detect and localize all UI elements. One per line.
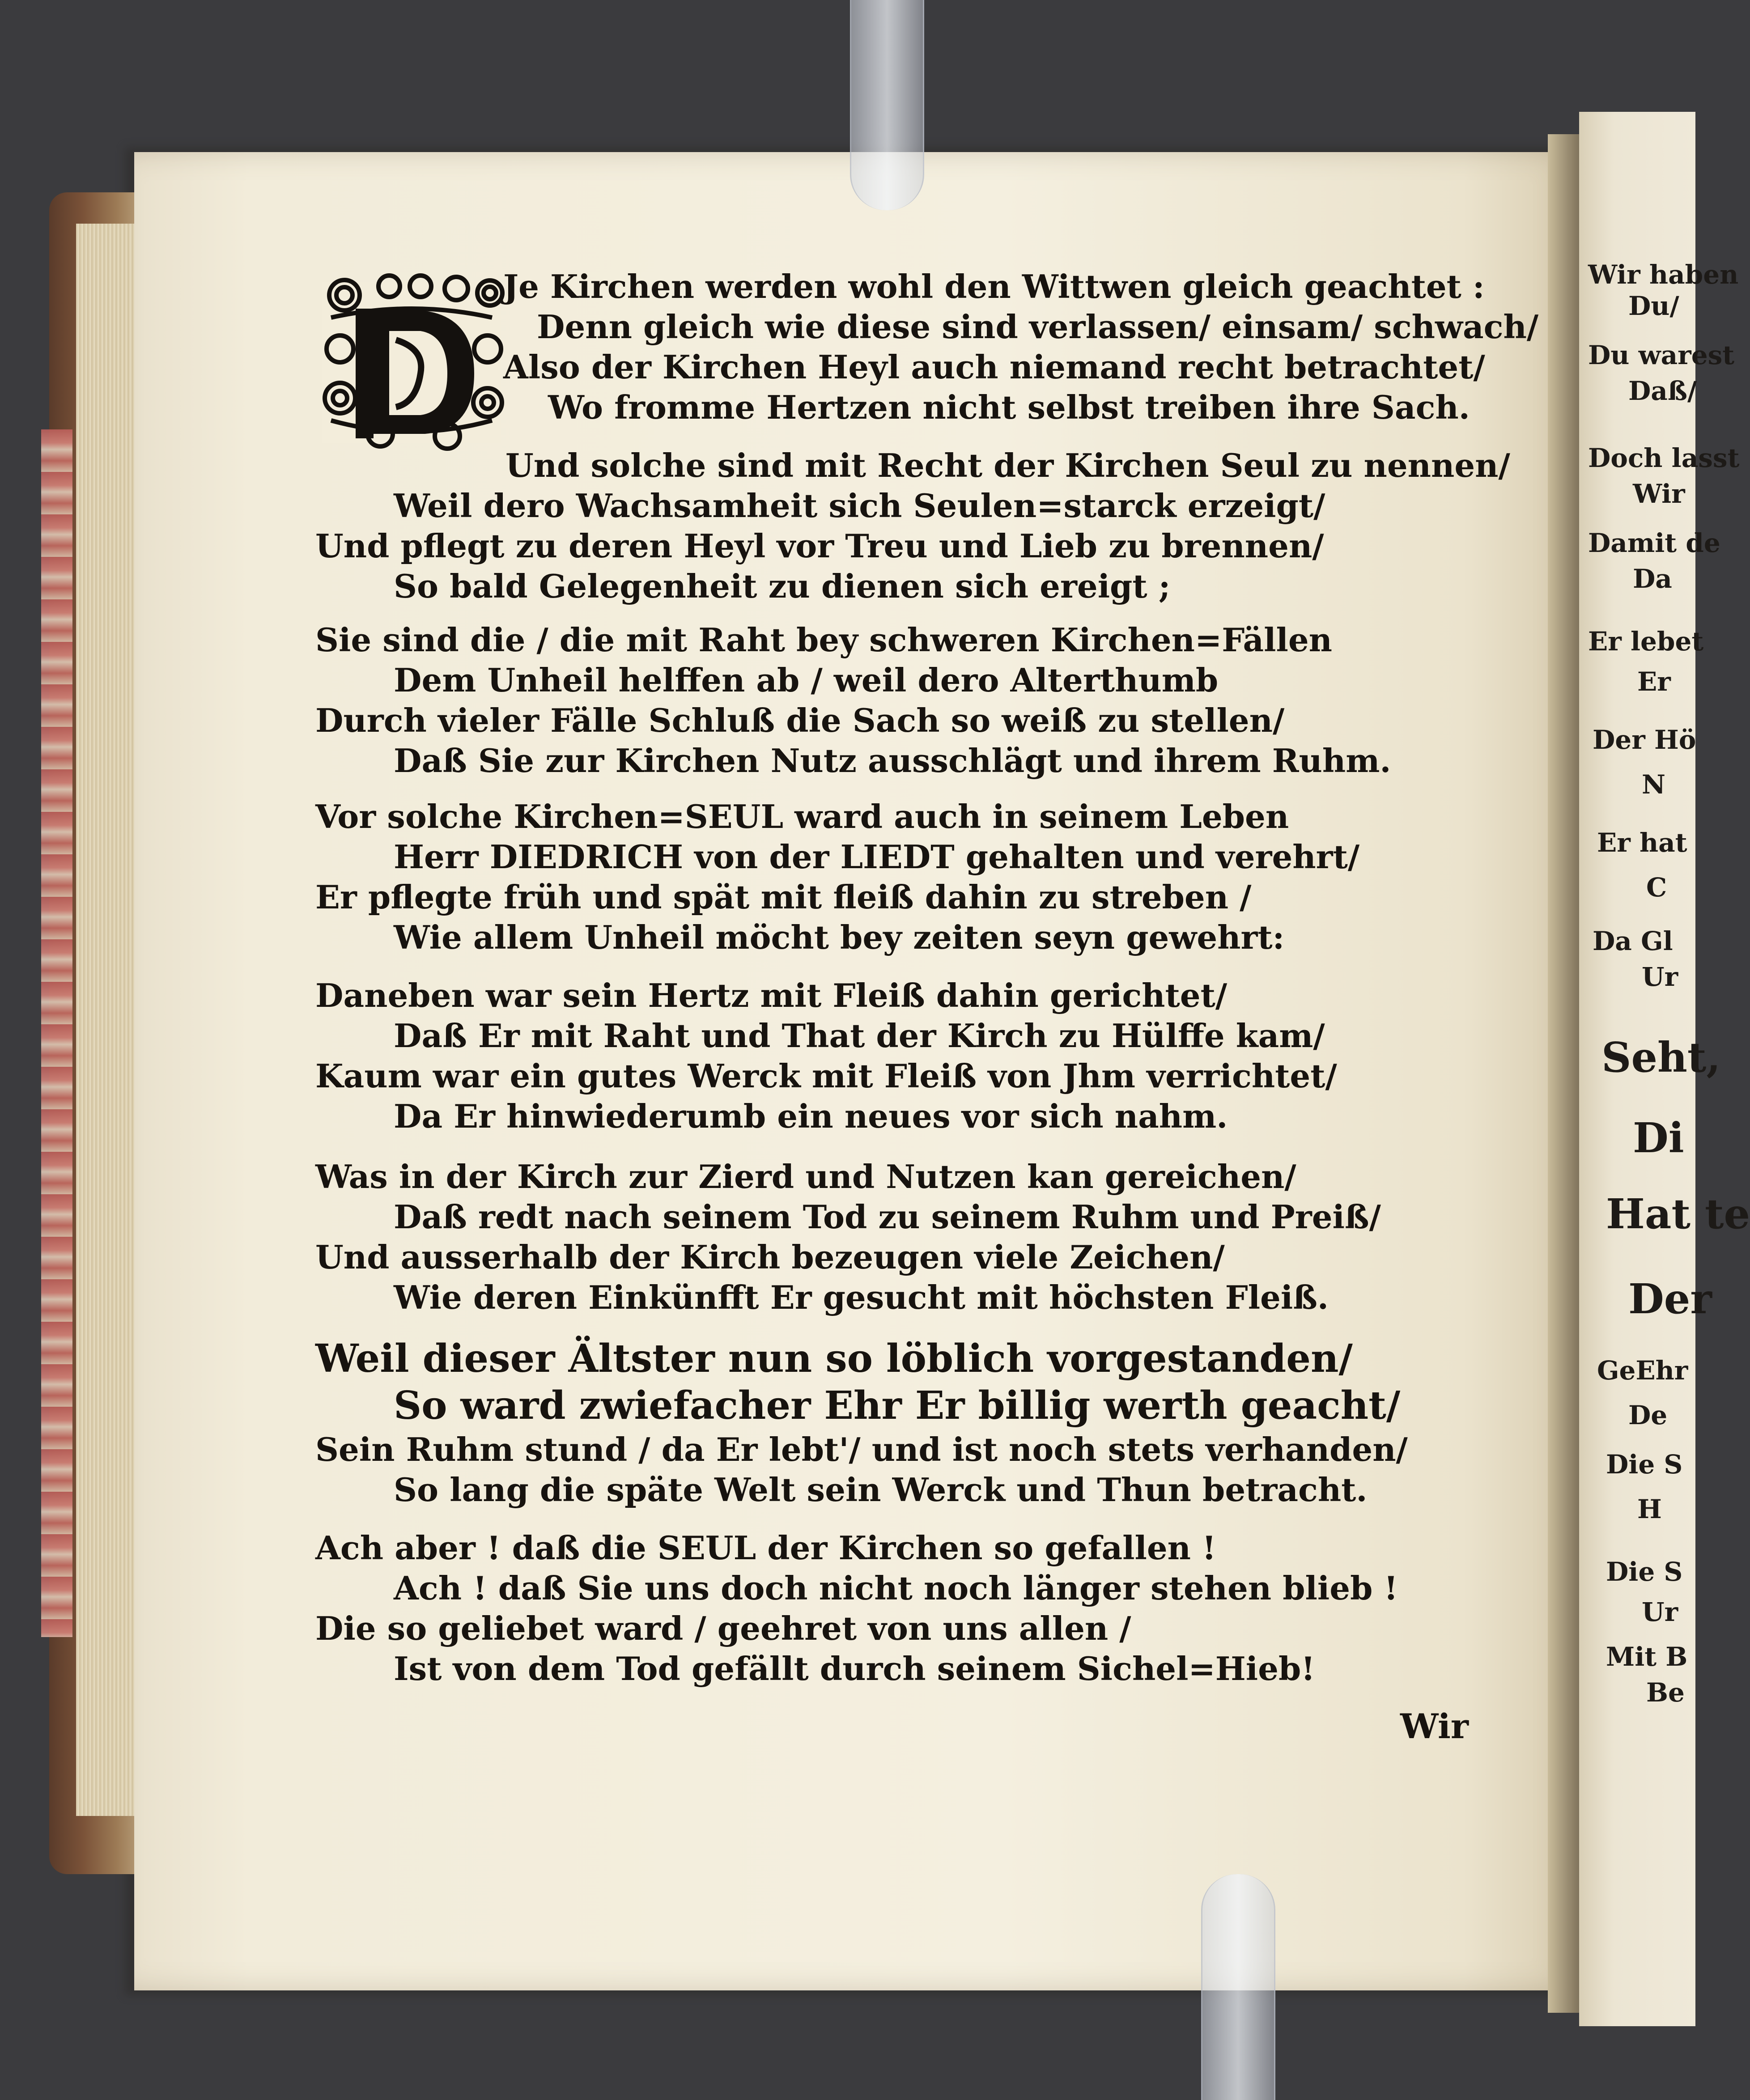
facing-page-fragment: Be [1646, 1677, 1685, 1708]
top-page-clip [850, 0, 924, 210]
facing-page-fragment: Seht, [1601, 1033, 1721, 1082]
bottom-page-clip [1201, 1874, 1275, 2100]
stanza-6-line-3: Und ausserhalb der Kirch bezeugen viele Zeichen/ [315, 1238, 1225, 1276]
facing-page-fragment: Du warest [1588, 340, 1735, 370]
facing-page-fragment: Du/ [1628, 291, 1679, 321]
facing-page-fragment: Der [1628, 1275, 1712, 1323]
stanza-8-line-1: Ach aber ! daß die SEUL der Kirchen so gefallen ! [315, 1529, 1216, 1567]
drop-cap-d-ornament [313, 268, 510, 456]
facing-page-fragment: Er [1637, 666, 1671, 697]
facing-page-fragment: Daß/ [1628, 376, 1697, 406]
stanza-1-line-4: Wo fromme Hertzen nicht selbst treiben ihre Sach. [548, 388, 1470, 426]
facing-page-fragment: Di [1633, 1114, 1684, 1162]
catchword: Wir [1400, 1706, 1469, 1746]
stanza-5-line-4: Da Er hinwiederumb ein neues vor sich nahm. [394, 1097, 1228, 1135]
drop-cap-letter: D [313, 268, 314, 269]
stanza-3-line-3: Durch vieler Fälle Schluß die Sach so weiß zu stellen/ [315, 701, 1285, 739]
facing-page-fragment: H [1637, 1494, 1662, 1524]
facing-page-fragment: Damit de [1588, 528, 1720, 558]
stanza-5-line-1: Daneben war sein Hertz mit Fleiß dahin gerichtet/ [315, 976, 1228, 1014]
stanza-2-line-1: Und solche sind mit Recht der Kirchen Seul zu nennen/ [505, 446, 1510, 484]
facing-page [1579, 112, 1750, 2026]
facing-page-fragment: C [1646, 872, 1667, 903]
facing-page-fragment: Ur [1642, 962, 1678, 992]
stanza-7-line-1: Weil dieser Ältster nun so löblich vorgestanden/ [315, 1336, 1353, 1381]
facing-page-fragment: Da [1633, 564, 1672, 594]
stanza-5-line-2: Daß Er mit Raht und That der Kirch zu Hülffe kam/ [394, 1017, 1325, 1055]
stanza-8-line-4: Ist von dem Tod gefällt durch seinem Sichel=Hieb! [394, 1650, 1315, 1688]
facing-page-fragment: Mit B [1606, 1642, 1688, 1672]
stanza-7-line-4: So lang die späte Welt sein Werck und Thun betracht. [394, 1471, 1368, 1509]
stanza-8-line-2: Ach ! daß Sie uns doch nicht noch länger stehen blieb ! [394, 1569, 1398, 1607]
facing-page-fragment: Er hat [1597, 827, 1687, 858]
facing-page-fragment: N [1642, 769, 1666, 800]
stanza-6-line-2: Daß redt nach seinem Tod zu seinem Ruhm und Preiß/ [394, 1198, 1381, 1236]
stanza-3-line-4: Daß Sie zur Kirchen Nutz ausschlägt und ihrem Ruhm. [394, 742, 1391, 780]
facing-page-fragment: Ur [1642, 1597, 1678, 1627]
stanza-5-line-3: Kaum war ein gutes Werck mit Fleiß von Jhm verrichtet/ [315, 1057, 1337, 1095]
stanza-1-line-2: Denn gleich wie diese sind verlassen/ einsam/ schwach/ [537, 308, 1539, 346]
stanza-4-line-1: Vor solche Kirchen=SEUL ward auch in seinem Leben [315, 798, 1289, 836]
facing-page-fragment: Wir [1633, 479, 1685, 509]
stanza-3-line-2: Dem Unheil helffen ab / weil dero Alterthumb [394, 661, 1219, 699]
stanza-2-line-3: Und pflegt zu deren Heyl vor Treu und Lieb zu brennen/ [315, 527, 1324, 565]
stanza-7-line-3: Sein Ruhm stund / da Er lebt'/ und ist noch stets verhanden/ [315, 1430, 1408, 1468]
facing-page-fragment: Da Gl [1593, 926, 1673, 956]
stanza-2-line-2: Weil dero Wachsamheit sich Seulen=starck erzeigt/ [394, 487, 1325, 525]
red-page-edge [41, 429, 72, 1637]
stanza-7-line-2: So ward zwiefacher Ehr Er billig werth geacht/ [394, 1383, 1401, 1428]
stanza-6-line-4: Wie deren Einkünfft Er gesucht mit höchsten Fleiß. [394, 1278, 1329, 1316]
facing-page-fragment: De [1628, 1400, 1668, 1430]
facing-page-fragment: Der Hö [1593, 725, 1696, 755]
stanza-8-line-3: Die so geliebet ward / geehret von uns allen / [315, 1609, 1131, 1647]
stanza-4-line-3: Er pflegte früh und spät mit fleiß dahin zu streben / [315, 878, 1252, 916]
stanza-1-line-3: Also der Kirchen Heyl auch niemand recht betrachtet/ [503, 348, 1485, 386]
stanza-4-line-4: Wie allem Unheil möcht bey zeiten seyn gewehrt: [394, 918, 1285, 956]
facing-page-fragment: Er lebet [1588, 626, 1704, 657]
facing-page-fragment: Doch lasst [1588, 443, 1740, 473]
facing-page-fragment: Die S [1606, 1557, 1683, 1587]
stanza-1-line-1: Je Kirchen werden wohl den Wittwen gleich geachtet : [503, 267, 1485, 305]
stanza-6-line-1: Was in der Kirch zur Zierd und Nutzen kan gereichen/ [315, 1158, 1296, 1196]
stanza-2-line-4: So bald Gelegenheit zu dienen sich ereigt ; [394, 567, 1171, 605]
facing-page-fragment: Wir haben [1588, 259, 1739, 290]
stanza-4-line-2: Herr DIEDRICH von der LIEDT gehalten und verehrt/ [394, 838, 1360, 876]
facing-page-fragment: GeEhr [1597, 1355, 1688, 1386]
facing-page-fragment: Hat te [1606, 1190, 1750, 1238]
facing-page-fragment: Die S [1606, 1449, 1683, 1480]
stanza-3-line-1: Sie sind die / die mit Raht bey schweren Kirchen=Fällen [315, 621, 1332, 659]
